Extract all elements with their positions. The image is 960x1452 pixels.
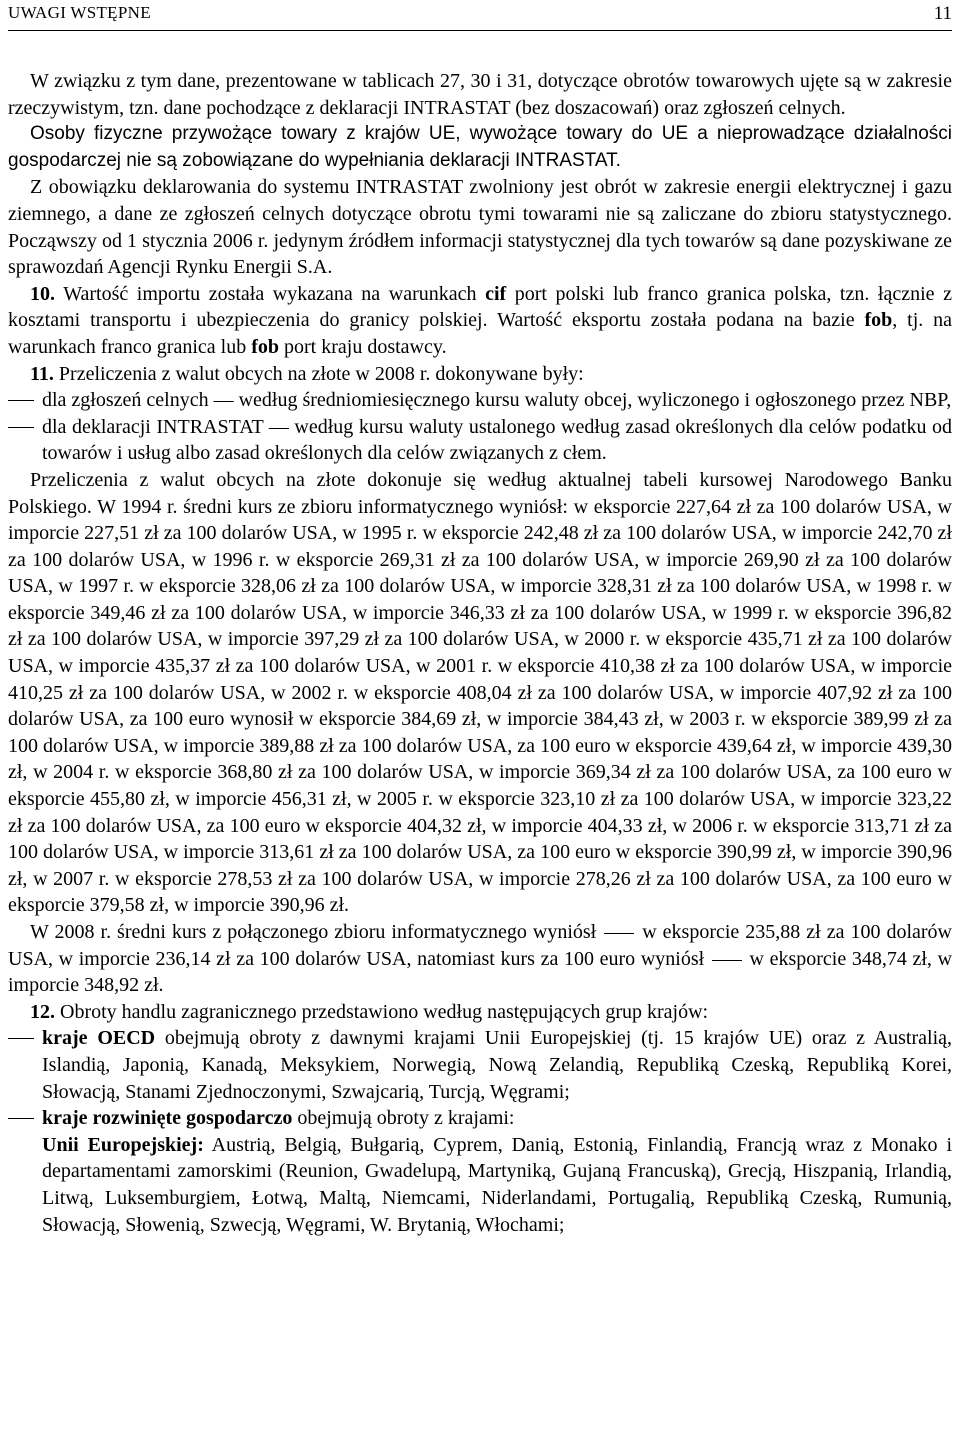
term-cif: cif — [485, 282, 507, 305]
text-span: W 2008 r. średni kurs z połączonego zbioru informatycznego wyniósł — [30, 921, 597, 943]
paragraph-exchange-rates: Przeliczenia z walut obcych na złote dokonuje się według aktualnej tabeli kursowej Narodowego Banku Polskiego. W 1994 r. średni kurs ze zbioru informatycznego wyniósł: w eksporcie 227,64 zł za 100 dolarów USA, w imporcie 227,51 zł za 100 dolarów USA, w 1995 r. w eksporcie 242,48 zł za 100 dolarów USA, w imporcie 242,70 zł za 100 dolarów USA, w 1996 r. w eksporcie 269,31 zł za 100 dolarów USA, w imporcie 269,90 zł za 100 dolarów USA, w 1997 r. w eksporcie 328,06 zł za 100 dolarów USA, w imporcie 328,31 zł za 100 dolarów USA, w 1998 r. w eksporcie 349,46 zł za 100 dolarów USA, w imporcie 346,33 zł za 100 dolarów USA, w 1999 r. w eksporcie 396,82 zł za 100 dolarów USA, w imporcie 397,29 zł za 100 dolarów USA, w 2000 r. w eksporcie 435,71 zł za 100 dolarów USA, w imporcie 435,37 zł za 100 dolarów USA, w 2001 r. w eksporcie 410,38 zł za 100 dolarów USA, w imporcie 410,25 zł za 100 dolarów USA, w 2002 r. w eksporcie 408,04 zł za 100 dolarów USA, w imporcie 407,92 zł za 100 dolarów USA, za 100 euro wynosił w eksporcie 384,69 zł, w imporcie 384,43 zł, w 2003 r. w eksporcie 389,99 zł za 100 dolarów USA, w imporcie 389,88 zł za 100 dolarów USA, za 100 euro w eksporcie 439,64 zł, w imporcie 439,30 zł, w 2004 r. w eksporcie 368,80 zł za 100 dolarów USA, w imporcie 369,34 zł za 100 dolarów USA, za 100 euro w eksporcie 455,80 zł, w imporcie 456,31 zł, w 2005 r. w eksporcie 323,10 zł za 100 dolarów USA, w imporcie 323,22 zł za 100 dolarów USA, za 100 euro w eksporcie 404,32 zł, w imporcie 404,33 zł, w 2006 r. w eksporcie 313,71 zł za 100 dolarów USA, w imporcie 313,61 zł za 100 dolarów USA, za 100 euro w eksporcie 390,99 zł, w imporcie 390,96 zł, w 2007 r. w eksporcie 278,53 zł za 100 dolarów USA, w imporcie 278,26 zł za 100 dolarów USA, za 100 euro w eksporcie 379,58 zł, w imporcie 390,96 zł. — [8, 468, 952, 917]
paragraph-energy-exemption: Z obowiązku deklarowania do systemu INTRASTAT zwolniony jest obrót w zakresie energii elektrycznej i gazu ziemnego, a dane ze zgłoszeń celnych dotyczące obrotu tymi towarami nie są zaliczane do zbioru statystycznego. Począwszy od 1 stycznia 2006 r. jedynym źródłem informacji statystycznej dla tych towarów są dane pozyskiwane ze sprawozdań Agencji Rynku Energii S.A. — [8, 176, 952, 279]
list-item-customs — [8, 387, 952, 414]
term-developed: kraje rozwinięte gospodarczo — [42, 1107, 293, 1130]
paragraph-intrastat-scope: W związku z tym dane, prezentowane w tablicach 27, 30 i 31, dotyczące obrotów towarowych ujęte są w zakresie rzeczywistym, tzn. dane pochodzące z deklaracji INTRASTAT (bez doszacowań) oraz zgłoszeń celnych. — [8, 70, 952, 119]
paragraph-12-country-groups — [8, 999, 952, 1026]
list-item-developed — [8, 1105, 952, 1132]
list-item-oecd — [8, 1025, 952, 1105]
text-span: w eksporcie 348,74 zł, w imporcie 348,92 zł. — [8, 947, 953, 997]
text-span: Obroty handlu zagranicznego przedstawiono według następujących grup krajów: — [55, 1000, 709, 1023]
dash-bullet — [8, 427, 34, 428]
dash-bullet — [8, 1118, 34, 1119]
dash-bullet — [604, 933, 634, 934]
item-number-10: 10. — [30, 282, 55, 305]
list-item-intrastat — [8, 414, 952, 467]
item-number-12: 12. — [30, 1000, 55, 1023]
text-span: Przeliczenia z walut obcych na złote w 2008 r. dokonywane były: — [53, 362, 584, 385]
term-fob: fob — [864, 309, 893, 332]
eu-countries — [8, 1132, 952, 1238]
term-fob: fob — [251, 335, 280, 358]
list-item-text: Austrią, Belgią, Bułgarią, Cyprem, Danią, Estonią, Finlandią, Francją wraz z Monako i departamentami zamorskimi (Reunion, Gwadelupą, Martyniką, Gujaną Francuską), Grecją, Hiszpanią, Irlandią, Litwą, Luksemburgiem, Łotwą, Maltą, Niemcami, Niderlandami, Portugalią, Republiką Czeską, Rumunią, Słowacją, Słowenią, Szwecją, Węgrami, W. Brytanią, Włochami; — [42, 1133, 952, 1236]
item-number-11: 11. — [30, 362, 54, 385]
text-span: port polski lub franco granica polska, tzn. łącznie z kosztami transportu i ubezpieczenia do granicy polskiej. Wartość eksportu została podana na bazie — [8, 282, 952, 332]
list-item-text: dla deklaracji INTRASTAT — według kursu waluty ustalonego według zasad określonych dla celów podatku od towarów i usług albo zasad określonych dla celów związanych z cłem. — [42, 415, 952, 465]
paragraph-10-valuation — [8, 281, 952, 361]
dash-bullet — [712, 960, 742, 961]
section-title: UWAGI WSTĘPNE — [8, 3, 151, 22]
list-item-text: obejmują obroty z krajami: — [292, 1107, 515, 1130]
text-span: w eksporcie 235,88 zł za 100 dolarów USA, w imporcie 236,14 zł za 100 dolarów USA, natomiast kurs za 100 euro wyniósł — [8, 921, 953, 970]
page-header — [8, 0, 952, 31]
dash-bullet — [8, 400, 34, 401]
text-span: , tj. na warunkach franco granica lub — [8, 309, 952, 358]
body-text — [8, 40, 952, 1238]
paragraph-2008-rate — [8, 919, 952, 999]
paragraph-11-conversion — [8, 361, 952, 388]
term-oecd: kraje OECD — [42, 1027, 156, 1050]
text-span: port kraju dostawcy. — [279, 335, 447, 358]
page-number: 11 — [933, 3, 952, 24]
paragraph-private-persons: Osoby fizyczne przywożące towary z krajów UE, wywożące towary do UE a nieprowadzące działalności gospodarczej nie są zobowiązane do wypełniania deklaracji INTRASTAT. — [8, 123, 952, 171]
dash-bullet — [8, 1038, 34, 1039]
text-span: Wartość importu została wykazana na warunkach — [55, 282, 486, 305]
list-item-text: obejmują obroty z dawnymi krajami Unii Europejskiej (tj. 15 krajów UE) oraz z Australią, Islandią, Japonią, Kanadą, Meksykiem, Norwegią, Nową Zelandią, Republiką Czeską, Republiką Korei, Słowacją, Stanami Zjednoczonymi, Szwajcarią, Turcją, Węgrami; — [42, 1027, 952, 1103]
list-item-text: dla zgłoszeń celnych — według średniomiesięcznego kursu waluty obcej, wyliczonego i ogłoszonego przez NBP, — [42, 389, 952, 412]
term-eu: Unii Europejskiej: — [42, 1133, 204, 1156]
